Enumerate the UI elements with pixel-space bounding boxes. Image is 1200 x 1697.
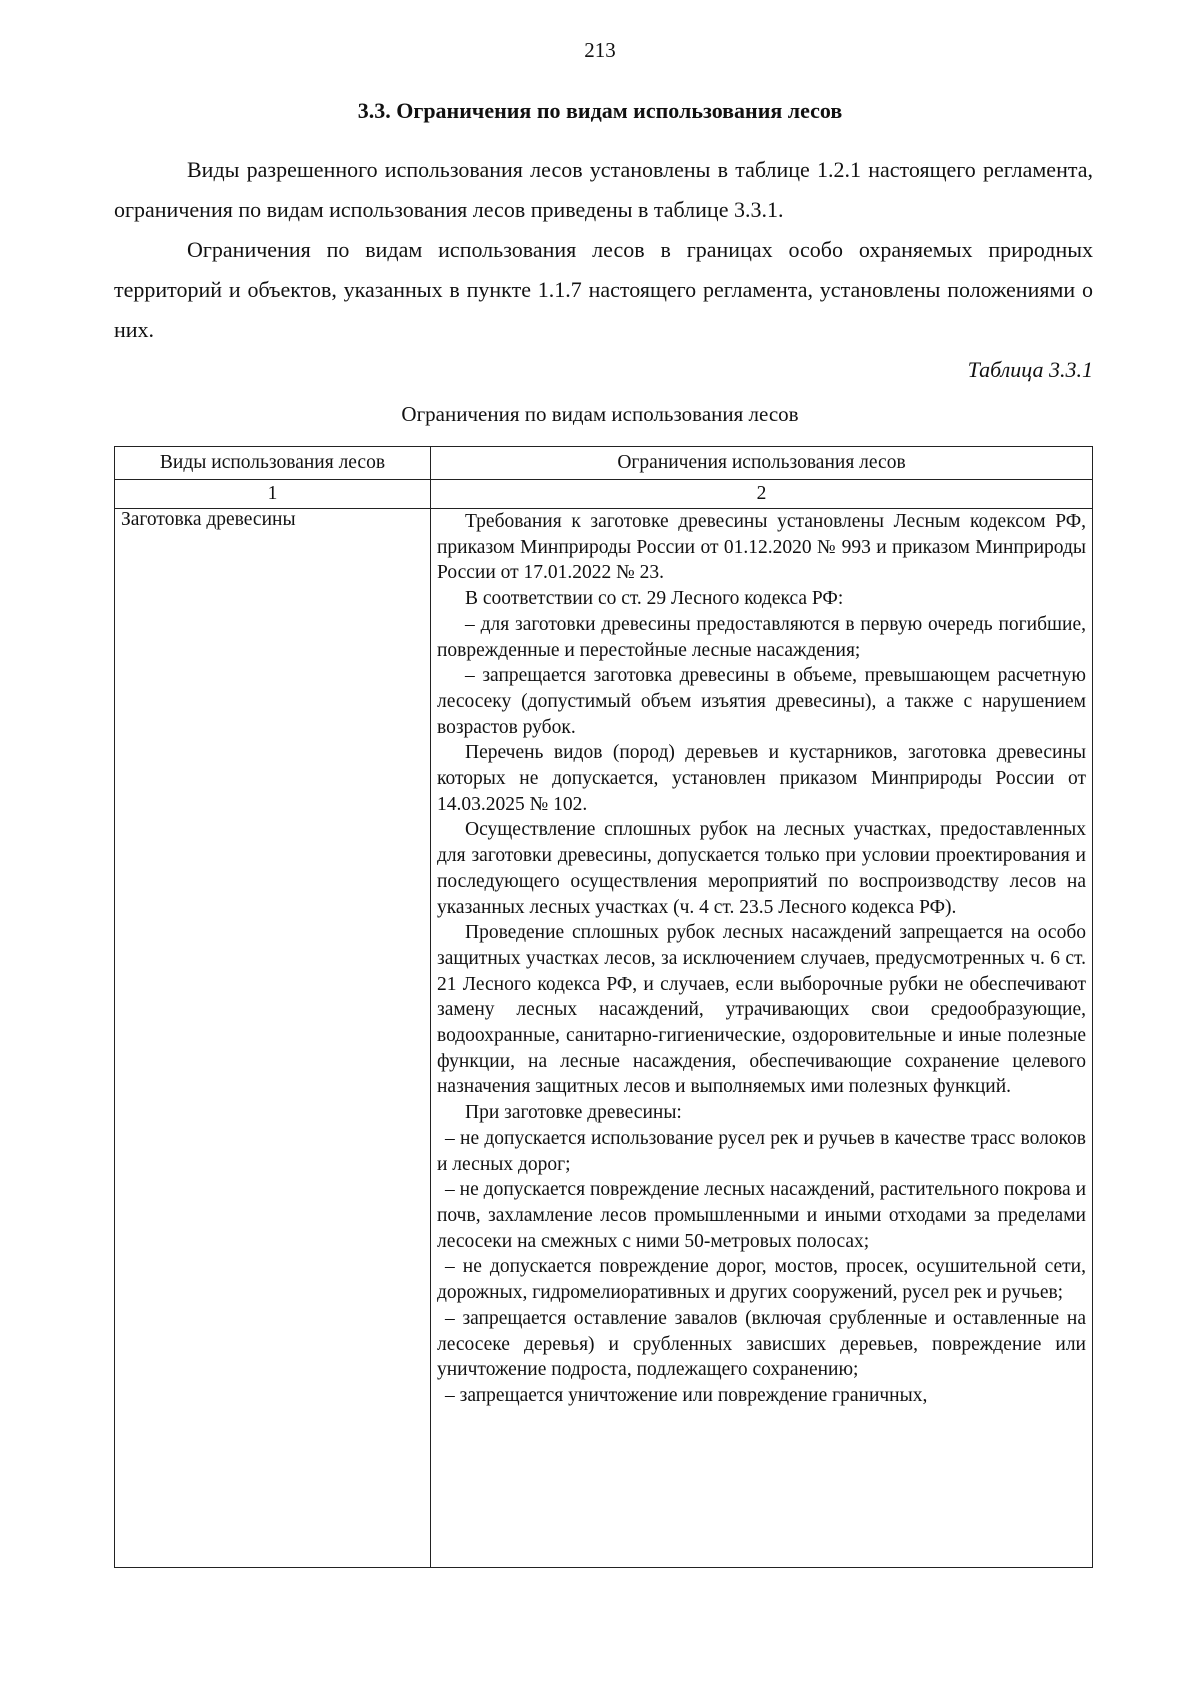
restriction-paragraph: Проведение сплошных рубок лесных насаждений запрещается на особо защитных участках лесов, за исключением случаев, предусмотренных ч. 6 ст. 21 Лесного кодекса РФ, и случаев, если выборочные рубки не обеспечивают замену лесных насаждений, утрачивающих свои средообразующие, водоохранные, санитарно-гигиенические, оздоровительные и иные полезные функции, на лесные насаждения, обеспечивающие сохранение целевого назначения защитных лесов и выполняемых ими полезных функций.	[437, 922, 1086, 1098]
table-header-row	[115, 447, 1093, 480]
restriction-list-item: – запрещается заготовка древесины в объеме, превышающем расчетную лесосеку (допустимый объем изъятия древесины), а также с нарушением возрастов рубок.	[437, 665, 1086, 738]
column-header: Виды использования лесов	[115, 447, 431, 480]
intro-paragraph: Виды разрешенного использования лесов установлены в таблице 1.2.1 настоящего регламента, ограничения по видам использования лесов приведены в таблице 3.3.1.	[114, 157, 1093, 222]
column-number: 2	[431, 480, 1093, 509]
activity-cell: Заготовка древесины	[115, 509, 431, 1568]
restriction-list-item: – для заготовки древесины предоставляются в первую очередь погибшие, поврежденные и перестойные лесные насаждения;	[437, 613, 1086, 661]
restrictions-table	[114, 446, 1093, 1568]
restriction-list-item: – не допускается повреждение дорог, мостов, просек, осушительной сети, дорожных, гидромелиоративных и других сооружений, русел рек и ручьев;	[437, 1256, 1086, 1304]
column-number-row	[115, 480, 1093, 509]
intro-paragraph: Ограничения по видам использования лесов в границах особо охраняемых природных территорий и объектов, указанных в пункте 1.1.7 настоящего регламента, установлены положениями о них.	[114, 237, 1093, 342]
restriction-list-item: – не допускается использование русел рек и ручьев в качестве трасс волоков и лесных дорог;	[437, 1127, 1086, 1175]
intro-text	[114, 150, 1093, 350]
page-number: 213	[584, 38, 616, 62]
restriction-paragraph: Требования к заготовке древесины установлены Лесным кодексом РФ, приказом Минприроды России от 01.12.2020 № 993 и приказом Минприроды России от 17.01.2022 № 23.	[437, 511, 1086, 584]
section-title: 3.3. Ограничения по видам использования лесов	[357, 98, 843, 123]
restriction-list-item: – запрещается уничтожение или повреждение граничных,	[445, 1384, 928, 1406]
restriction-paragraph: Осуществление сплошных рубок на лесных участках, предоставленных для заготовки древесины, допускается только при условии проектирования и последующего осуществления мероприятий по воспроизводству лесов на указанных лесных участках (ч. 4 ст. 23.5 Лесного кодекса РФ).	[437, 819, 1086, 918]
restriction-list-item: – запрещается оставление завалов (включая срубленные и оставленные на лесосеке деревья) и срубленных зависших деревьев, повреждение или уничтожение подроста, подлежащего сохранению;	[437, 1307, 1086, 1381]
table-label: Таблица 3.3.1	[967, 357, 1093, 382]
column-header: Ограничения использования лесов	[431, 447, 1093, 480]
restriction-paragraph: При заготовке древесины:	[465, 1102, 682, 1124]
restriction-list-item: – не допускается повреждение лесных насаждений, растительного покрова и почв, захламление лесов промышленными и иными отходами за пределами лесосеки на смежных с ними 50-метровых полосах;	[437, 1179, 1086, 1252]
restriction-paragraph: Перечень видов (пород) деревьев и кустарников, заготовка древесины которых не допускается, установлен приказом Минприроды России от 14.03.2025 № 102.	[437, 742, 1086, 815]
column-number: 1	[115, 480, 431, 509]
table-row	[115, 509, 1093, 1568]
restrictions-cell	[431, 509, 1093, 1568]
restriction-paragraph: В соответствии со ст. 29 Лесного кодекса РФ:	[465, 588, 844, 610]
table-title: Ограничения по видам использования лесов	[401, 402, 799, 426]
